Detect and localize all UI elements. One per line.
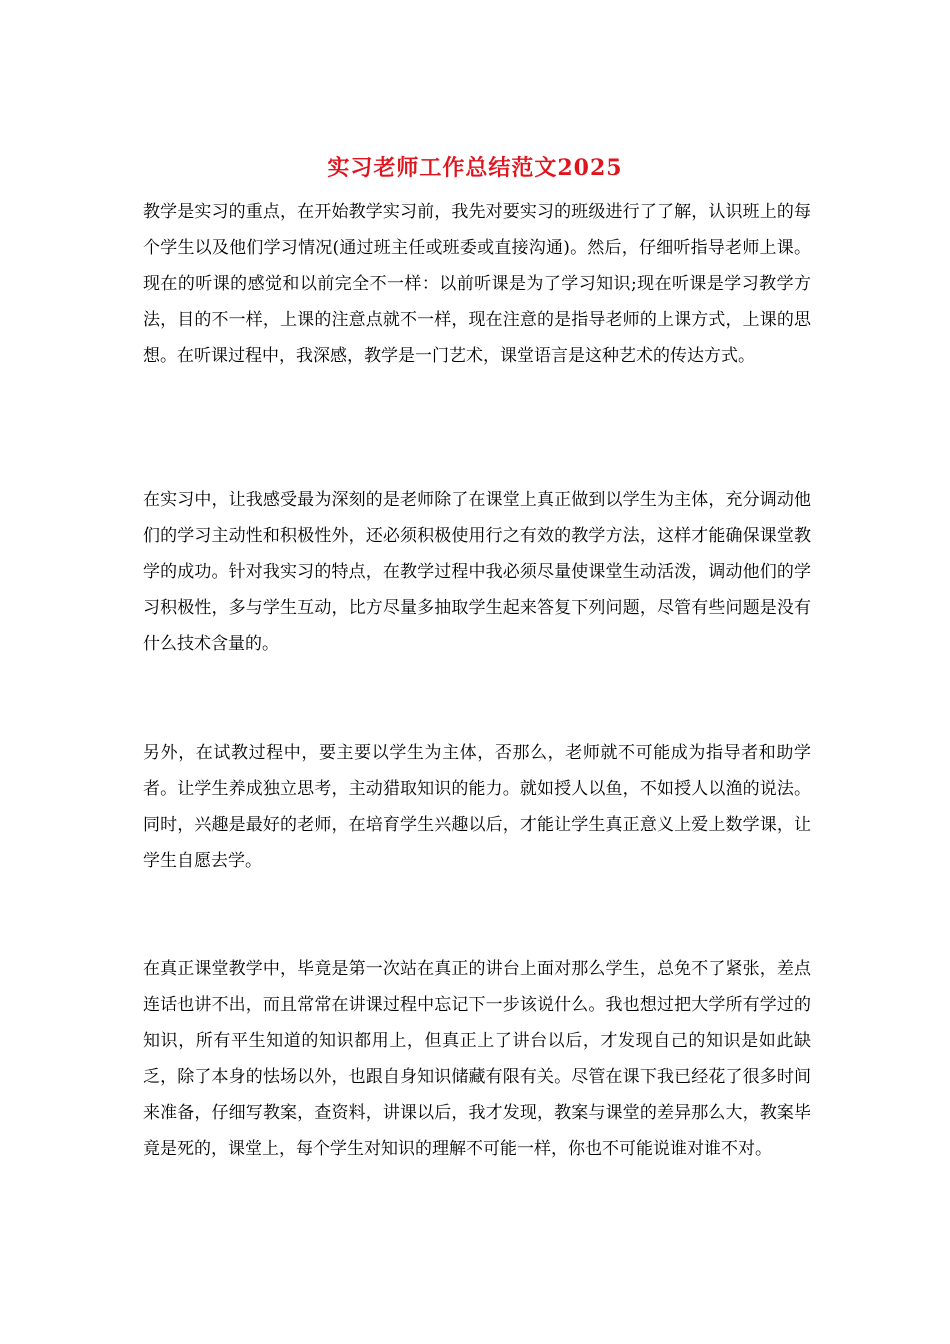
paragraph-3: 另外，在试教过程中，要主要以学生为主体，否那么，老师就不可能成为指导者和助学者。让学生养成独立思考，主动猎取知识的能力。就如授人以鱼，不如授人以渔的说法。同时，兴趣是最好的老师，在培育学生兴趣以后，才能让学生真正意义上爱上数学课，让学生自愿去学。	[143, 743, 811, 871]
paragraph-4: 在真正课堂教学中，毕竟是第一次站在真正的讲台上面对那么学生，总免不了紧张，差点连话也讲不出，而且常常在讲课过程中忘记下一步该说什么。我也想过把大学所有学过的知识，所有平生知道的知识都用上，但真正上了讲台以后，才发现自己的知识是如此缺乏，除了本身的怯场以外，也跟自身知识储藏有限有关。尽管在课下我已经花了很多时间来准备，仔细写教案，查资料，讲课以后，我才发现，教案与课堂的差异那么大，教案毕竟是死的，课堂上，每个学生对知识的理解不可能一样，你也不可能说谁对谁不对。	[143, 959, 811, 1159]
paragraph-2: 在实习中，让我感受最为深刻的是老师除了在课堂上真正做到以学生为主体，充分调动他们的学习主动性和积极性外，还必须积极使用行之有效的教学方法，这样才能确保课堂教学的成功。针对我实习的特点，在教学过程中我必须尽量使课堂生动活泼，调动他们的学习积极性，多与学生互动，比方尽量多抽取学生起来答复下列问题，尽管有些问题是没有什么技术含量的。	[143, 490, 811, 654]
paragraph-1: 教学是实习的重点，在开始教学实习前，我先对要实习的班级进行了了解，认识班上的每个学生以及他们学习情况(通过班主任或班委或直接沟通)。然后，仔细听指导老师上课。现在的听课的感觉和以前完全不一样：以前听课是为了学习知识;现在听课是学习教学方法，目的不一样，上课的注意点就不一样，现在注意的是指导老师的上课方式，上课的思想。在听课过程中，我深感，教学是一门艺术，课堂语言是这种艺术的传达方式。	[143, 202, 811, 366]
document-title: 实习老师工作总结范文2025	[327, 155, 623, 181]
